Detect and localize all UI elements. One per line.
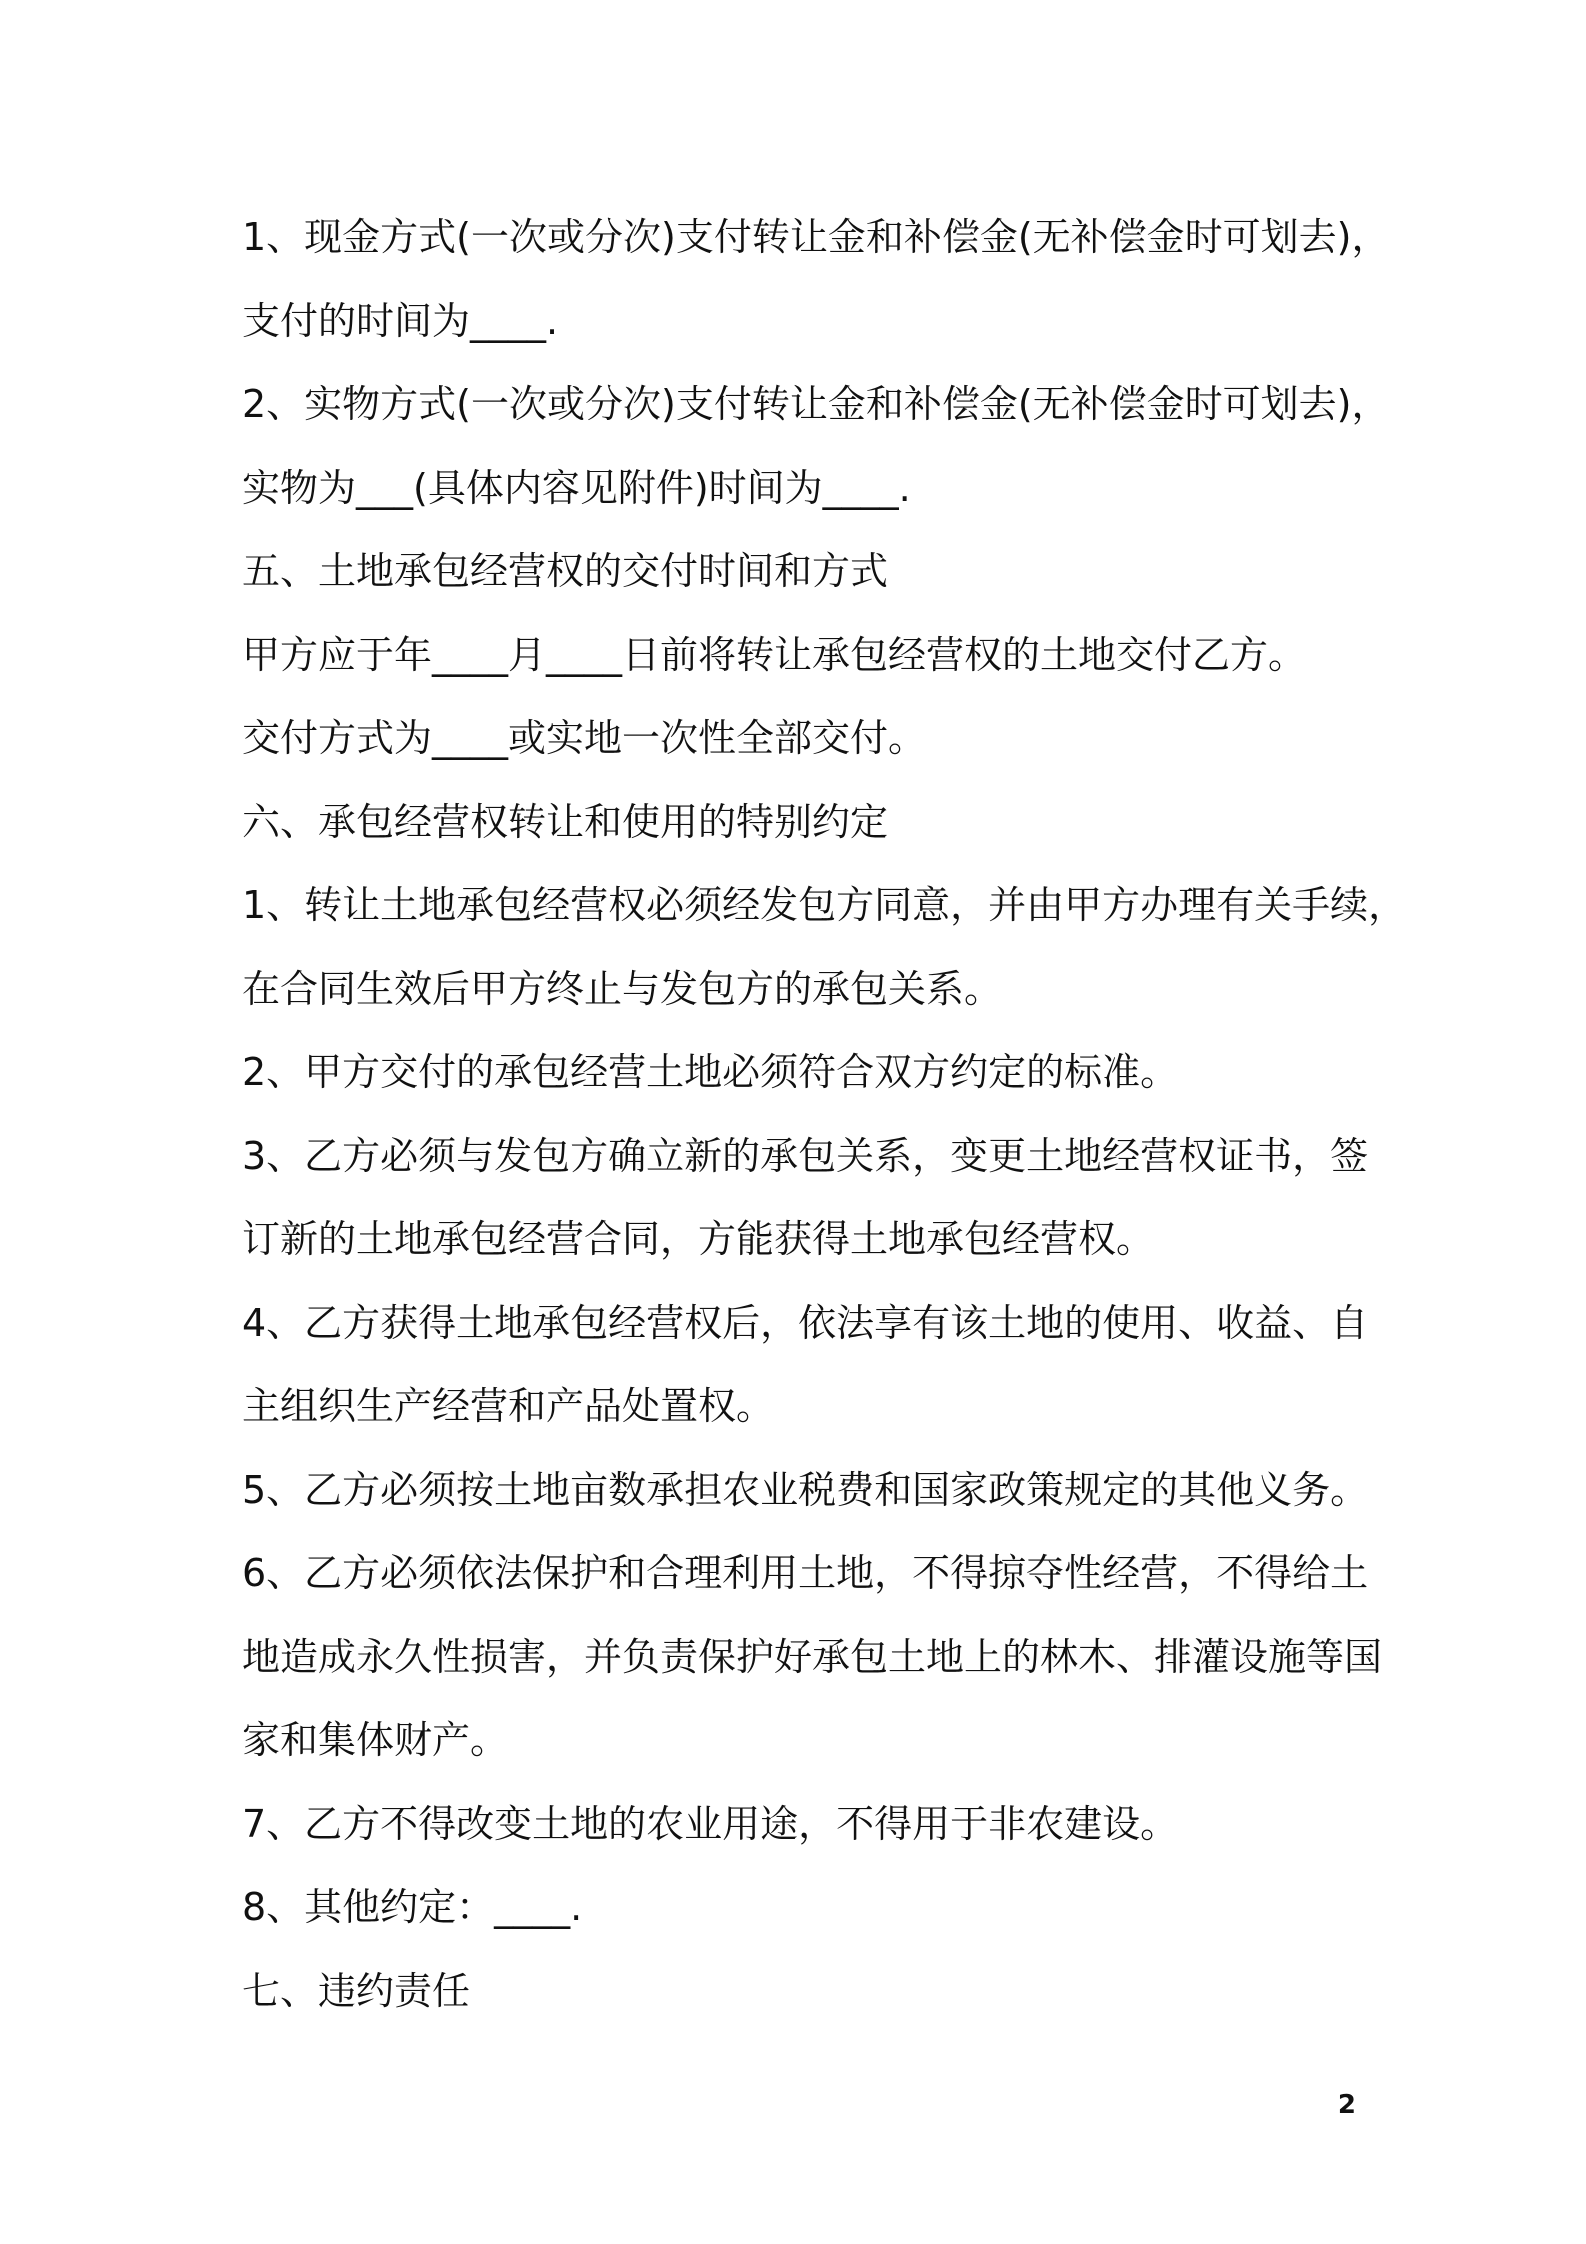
text-line: 主组织生产经营和产品处置权。 bbox=[242, 1384, 775, 1428]
text-line: 2、实物方式(一次或分次)支付转让金和补偿金(无补偿金时可划去)， bbox=[242, 382, 1390, 426]
text-line: 支付的时间为____. bbox=[242, 298, 559, 343]
text-line: 1、现金方式(一次或分次)支付转让金和补偿金(无补偿金时可划去)， bbox=[242, 215, 1390, 259]
text-line: 甲方应于年____月____日前将转让承包经营权的土地交付乙方。 bbox=[242, 632, 1307, 677]
text-line: 6、乙方必须依法保护和合理利用土地，不得掠夺性经营，不得给土 bbox=[242, 1551, 1369, 1595]
section-heading: 六、承包经营权转让和使用的特别约定 bbox=[242, 799, 889, 844]
text-line: 7、乙方不得改变土地的农业用途，不得用于非农建设。 bbox=[242, 1801, 1179, 1846]
text-line: 4、乙方获得土地承包经营权后，依法享有该土地的使用、收益、自 bbox=[242, 1300, 1369, 1345]
page-number: 2 bbox=[1337, 2090, 1356, 2120]
section-heading: 七、违约责任 bbox=[242, 1968, 471, 2013]
text-line: 3、乙方必须与发包方确立新的承包关系，变更土地经营权证书，签 bbox=[242, 1133, 1369, 1178]
text-line: 在合同生效后甲方终止与发包方的承包关系。 bbox=[242, 966, 1003, 1011]
text-line: 实物为___(具体内容见附件)时间为____. bbox=[242, 465, 911, 510]
text-line: 地造成永久性损害，并负责保护好承包土地上的林木、排灌设施等国 bbox=[242, 1634, 1383, 1679]
text-line: 2、甲方交付的承包经营土地必须符合双方约定的标准。 bbox=[242, 1050, 1179, 1094]
section-heading: 五、土地承包经营权的交付时间和方式 bbox=[242, 549, 889, 593]
text-line: 家和集体财产。 bbox=[242, 1718, 509, 1762]
text-line: 订新的土地承包经营合同，方能获得土地承包经营权。 bbox=[242, 1217, 1155, 1261]
text-line: 1、转让土地承包经营权必须经发包方同意，并由甲方办理有关手续， bbox=[242, 883, 1407, 927]
text-line: 8、其他约定：____. bbox=[242, 1885, 583, 1929]
text-line: 5、乙方必须按土地亩数承担农业税费和国家政策规定的其他义务。 bbox=[242, 1467, 1369, 1512]
document-body bbox=[242, 196, 1407, 2033]
text-line: 交付方式为____或实地一次性全部交付。 bbox=[242, 716, 927, 760]
